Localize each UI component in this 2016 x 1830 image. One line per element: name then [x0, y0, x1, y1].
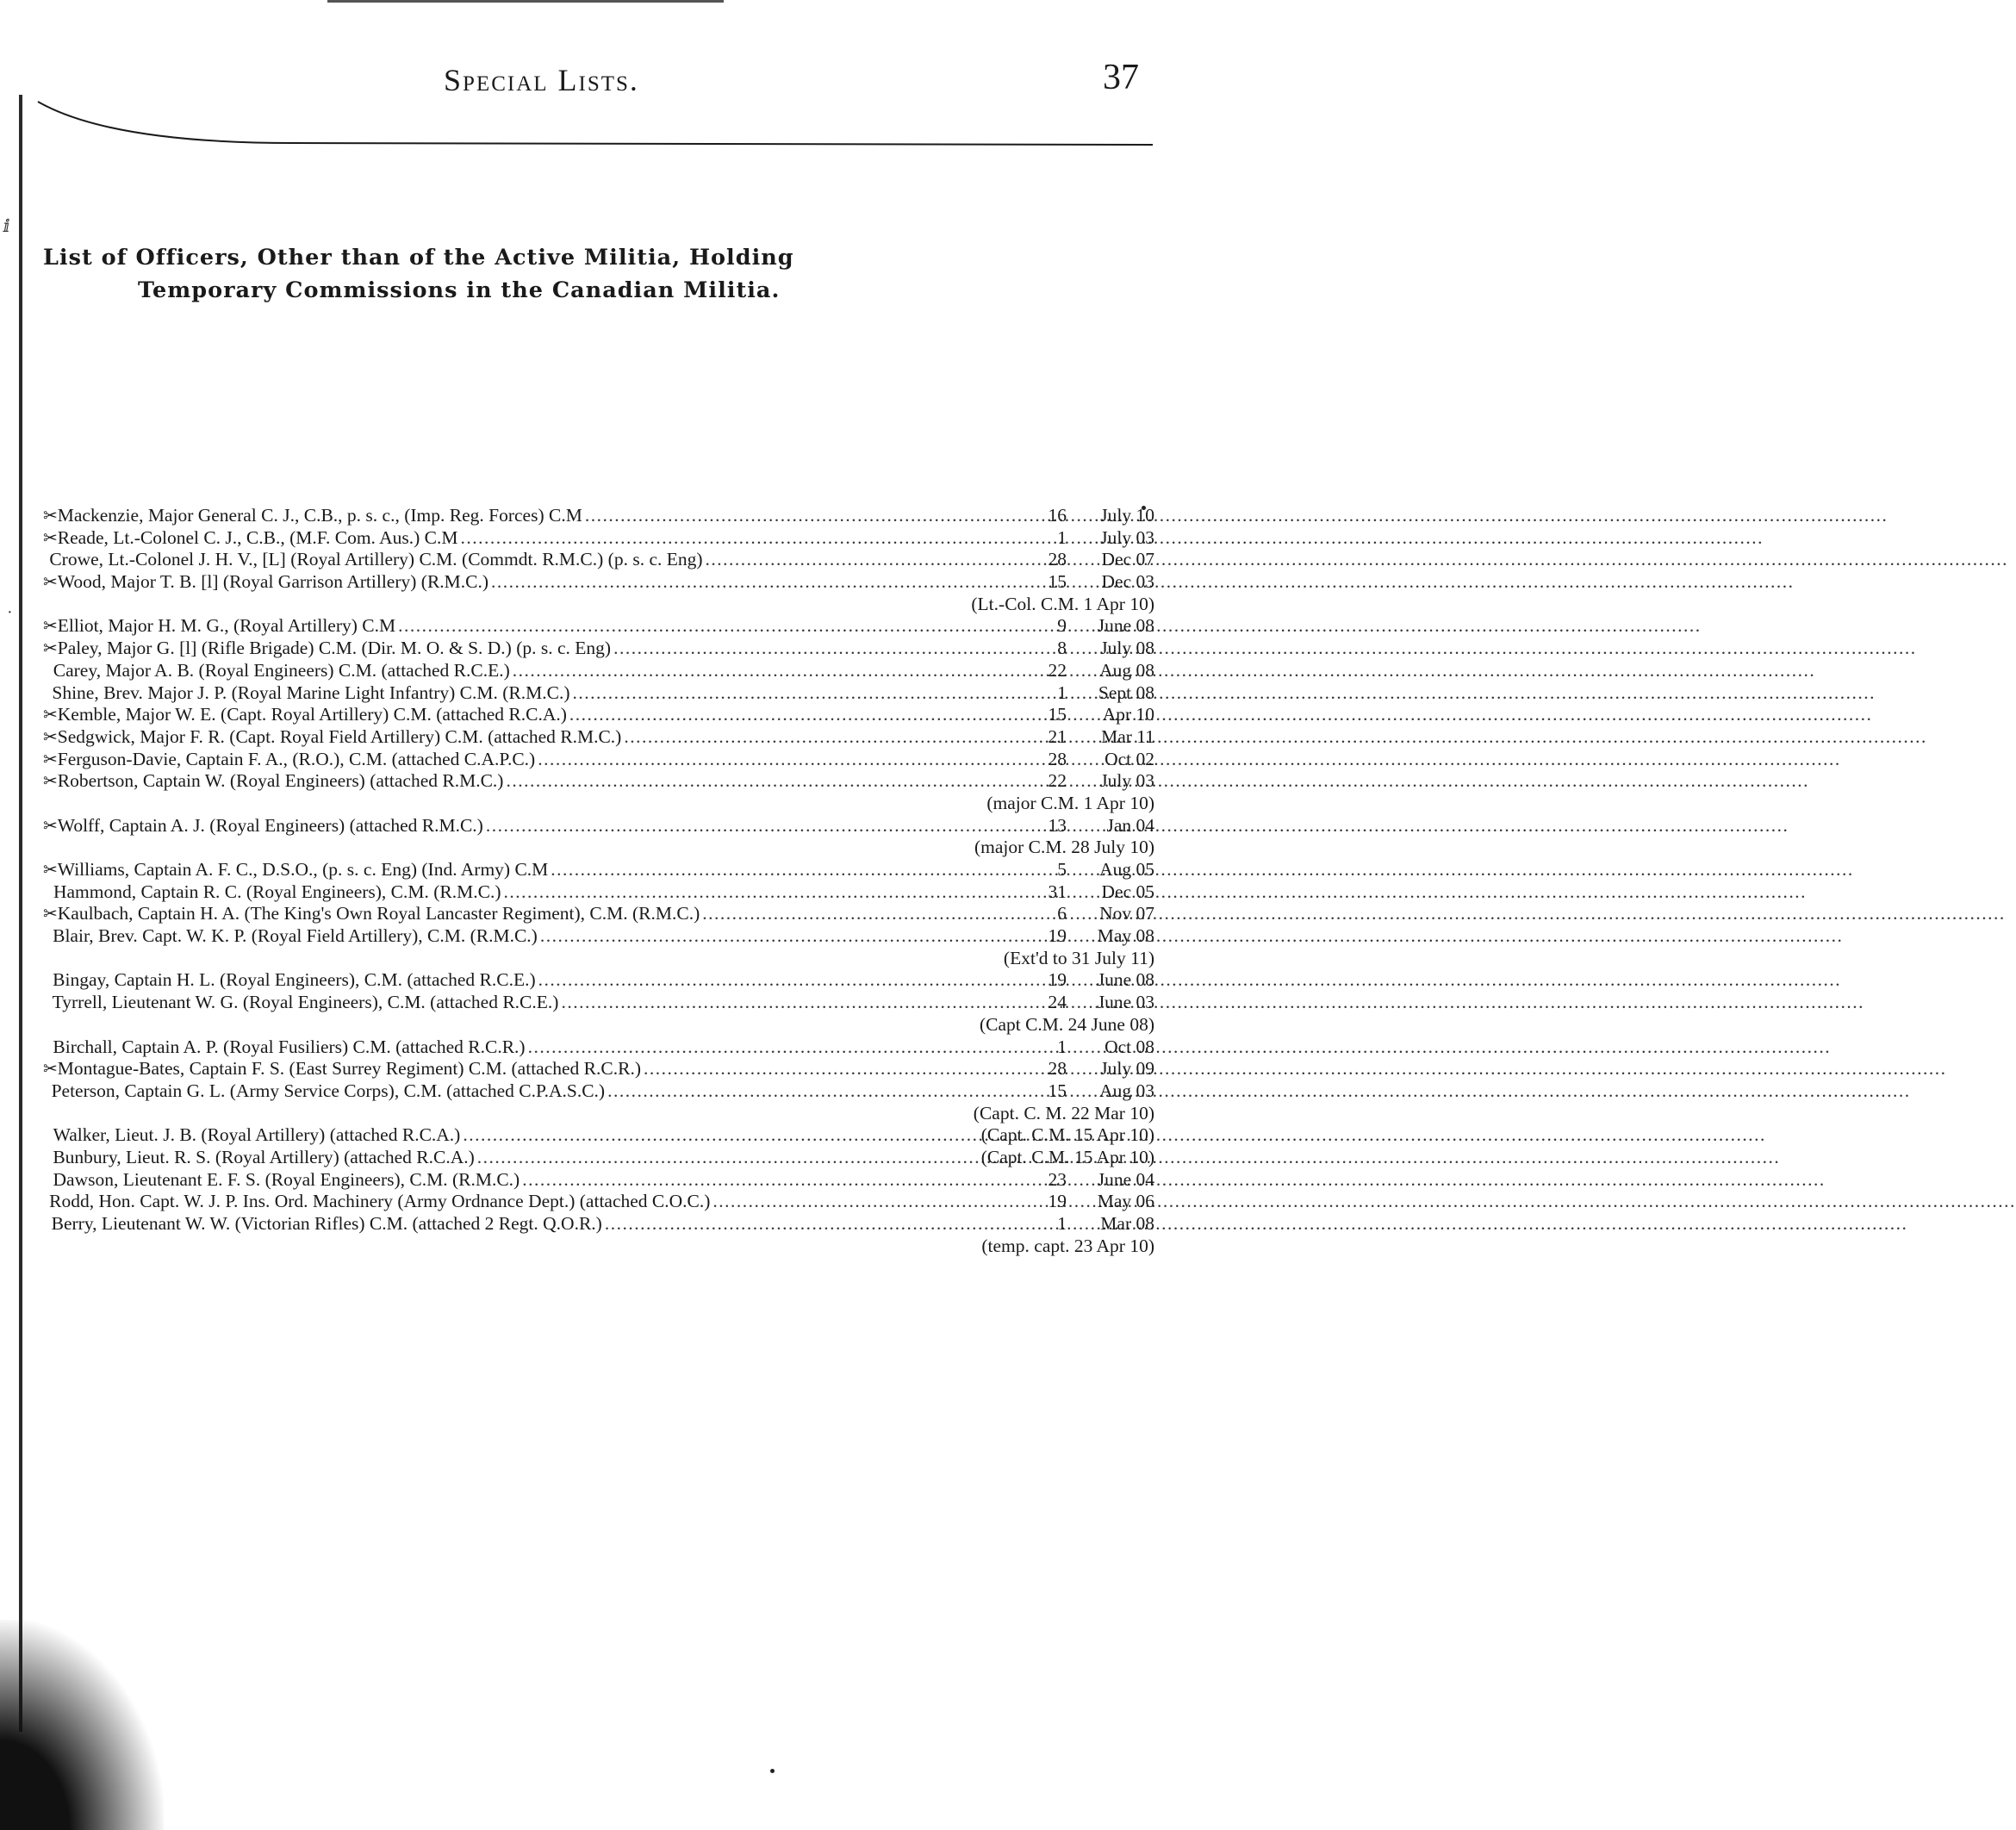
entry-date: Nov 07	[1099, 903, 1154, 924]
list-item	[43, 704, 1154, 726]
officer-entry: Peterson, Captain G. L. (Army Service Corps), C.M. (attached C.P.A.S.C.)	[51, 1080, 606, 1101]
entry-day: 15	[1048, 704, 1067, 725]
dot-leader	[607, 1080, 1023, 1103]
entry-day: 19	[1048, 1191, 1067, 1212]
dot-leader	[569, 704, 1023, 726]
list-item	[43, 770, 1154, 793]
scissors-icon: ✂	[43, 617, 58, 637]
officer-entry: Paley, Major G. [l] (Rifle Brigade) C.M. (Dir. M. O. & S. D.) (p. s. c. Eng)	[57, 638, 612, 659]
entry-date: July 08	[1100, 638, 1154, 659]
officer-entry: Williams, Captain A. F. C., D.S.O., (p. s. c. Eng) (Ind. Army) C.M	[57, 859, 549, 880]
list-note	[43, 1014, 1154, 1036]
entry-date: Dec 03	[1101, 571, 1154, 593]
entry-date: Aug 08	[1099, 659, 1154, 681]
list-item	[43, 660, 1154, 682]
officer-entry: Bunbury, Lieut. R. S. (Royal Artillery) (attached R.C.A.)	[53, 1146, 475, 1167]
entry-day: 31	[1048, 881, 1067, 902]
officer-entry: Sedgwick, Major F. R. (Capt. Royal Field Artillery) C.M. (attached R.M.C.)	[57, 725, 622, 747]
officer-entry: Blair, Brev. Capt. W. K. P. (Royal Field Artillery), C.M. (R.M.C.)	[53, 925, 538, 947]
list-item	[43, 1169, 1154, 1192]
officer-entry: Shine, Brev. Major J. P. (Royal Marine Light Infantry) C.M. (R.M.C.)	[52, 682, 570, 703]
officer-entry: Ferguson-Davie, Captain F. A., (R.O.), C.M. (attached C.A.P.C.)	[57, 748, 536, 769]
list-note	[43, 837, 1154, 859]
top-edge-rule	[327, 0, 724, 3]
list-item	[43, 1058, 1154, 1080]
dot-leader	[712, 1191, 1023, 1213]
entry-day: 22	[1048, 770, 1067, 792]
note-text: (major C.M. 1 Apr 10)	[986, 792, 1154, 813]
officer-entry: Mackenzie, Major General C. J., C.B., p. s. c., (Imp. Reg. Forces) C.M	[57, 505, 582, 526]
binding-shadow	[0, 1620, 164, 1830]
scissors-icon: ✂	[43, 750, 58, 769]
officer-entry: Birchall, Captain A. P. (Royal Fusiliers) C.M. (attached R.C.R.)	[53, 1036, 526, 1057]
list-item	[43, 549, 1154, 571]
list-item	[43, 903, 1154, 925]
list-item	[43, 881, 1154, 904]
list-item	[43, 1191, 1154, 1213]
dot-leader	[398, 615, 1023, 638]
entry-day: 5	[1057, 859, 1067, 880]
scissors-icon: ✂	[43, 727, 58, 747]
officer-entry: Hammond, Captain R. C. (Royal Engineers), C.M. (R.M.C.)	[53, 881, 501, 902]
entry-day: 28	[1048, 1058, 1067, 1080]
gutter-mark: ·	[7, 603, 13, 622]
officer-entry: Dawson, Lieutenant E. F. S. (Royal Engineers), C.M. (R.M.C.)	[53, 1168, 520, 1190]
entry-date: June 04	[1097, 1168, 1154, 1190]
entry-day: 15	[1048, 571, 1067, 593]
dot-leader	[706, 549, 1023, 571]
section-title-line-1: List of Officers, Other than of the Active Militia, Holding	[43, 245, 794, 271]
section-title	[43, 241, 1163, 308]
list-item	[43, 815, 1154, 837]
scissors-icon: ✂	[43, 507, 58, 526]
dot-leader	[644, 1058, 1023, 1080]
entry-date: Oct 02	[1104, 748, 1154, 769]
dot-leader	[573, 682, 1024, 705]
entry-date: May 08	[1097, 925, 1154, 947]
dot-leader	[486, 815, 1023, 837]
dot-leader	[506, 770, 1023, 793]
entry-day: 21	[1048, 725, 1067, 747]
gutter-line	[19, 95, 22, 1732]
officer-list	[43, 505, 1154, 1257]
list-note	[43, 594, 1154, 616]
officer-entry: Robertson, Captain W. (Royal Engineers) (attached R.M.C.)	[57, 770, 504, 792]
dot-leader	[561, 992, 1023, 1014]
dot-leader	[491, 571, 1023, 594]
entry-date: June 08	[1097, 969, 1154, 991]
list-note	[43, 1103, 1154, 1125]
list-item	[43, 969, 1154, 992]
officer-entry: Kemble, Major W. E. (Capt. Royal Artillery) C.M. (attached R.C.A.)	[57, 704, 567, 725]
header-rule	[34, 95, 1154, 146]
dot-leader	[477, 1147, 970, 1169]
dot-leader	[538, 749, 1023, 771]
officer-entry: Wood, Major T. B. [l] (Royal Garrison Artillery) (R.M.C.)	[57, 571, 489, 593]
entry-date: Oct 08	[1104, 1036, 1154, 1057]
dot-leader	[551, 859, 1023, 881]
page-number: 37	[1103, 58, 1139, 97]
entry-day: 16	[1048, 505, 1067, 526]
scissors-icon: ✂	[43, 528, 58, 548]
entry-date: (Capt. C.M. 15 Apr 10)	[980, 1124, 1154, 1146]
dot-leader	[522, 1169, 1023, 1192]
scissors-icon: ✂	[43, 573, 58, 593]
officer-entry: Bingay, Captain H. L. (Royal Engineers), C.M. (attached R.C.E.)	[53, 969, 536, 991]
entry-day: 24	[1048, 992, 1067, 1013]
dot-leader	[513, 660, 1023, 682]
entry-day: 23	[1048, 1168, 1067, 1190]
entry-date: Apr 10	[1102, 704, 1154, 725]
officer-entry: Montague-Bates, Captain F. S. (East Surrey Regiment) C.M. (attached R.C.R.)	[57, 1058, 641, 1080]
list-item	[43, 1213, 1154, 1236]
entry-day: 1	[1057, 1213, 1067, 1234]
dot-leader	[605, 1213, 1023, 1236]
dot-leader	[613, 638, 1023, 660]
note-text: (Capt C.M. 24 June 08)	[979, 1013, 1154, 1035]
entry-day: 15	[1048, 1080, 1067, 1101]
scissors-icon: ✂	[43, 772, 58, 792]
list-note	[43, 948, 1154, 970]
officer-entry: Kaulbach, Captain H. A. (The King's Own Royal Lancaster Regiment), C.M. (R.M.C.)	[57, 903, 700, 924]
entry-day: 1	[1057, 682, 1067, 703]
entry-date: July 03	[1100, 526, 1154, 548]
entry-date: Jan 04	[1106, 814, 1154, 836]
dot-leader	[463, 1124, 969, 1147]
section-title-line-2: Temporary Commissions in the Canadian Militia.	[138, 277, 781, 304]
officer-entry: Elliot, Major H. M. G., (Royal Artillery) C.M	[57, 615, 396, 637]
officer-entry: Tyrrell, Lieutenant W. G. (Royal Engineers), C.M. (attached R.C.E.)	[52, 992, 559, 1013]
note-text: (Ext'd to 31 July 11)	[1003, 947, 1154, 968]
list-item	[43, 1147, 1154, 1169]
list-item	[43, 859, 1154, 881]
list-item	[43, 1036, 1154, 1059]
entry-day: 28	[1048, 549, 1067, 570]
scissors-icon: ✂	[43, 639, 58, 659]
entry-date: June 08	[1097, 615, 1154, 637]
dot-leader	[538, 969, 1023, 992]
list-item	[43, 527, 1154, 550]
scissors-icon: ✂	[43, 706, 58, 725]
officer-entry: Walker, Lieut. J. B. (Royal Artillery) (attached R.C.A.)	[53, 1124, 461, 1146]
list-note	[43, 793, 1154, 815]
scissors-icon: ✂	[43, 816, 58, 836]
dot-leader	[540, 925, 1023, 948]
entry-day: 19	[1048, 925, 1067, 947]
officer-entry: Reade, Lt.-Colonel C. J., C.B., (M.F. Com. Aus.) C.M	[57, 526, 458, 548]
list-item	[43, 571, 1154, 594]
note-text: (temp. capt. 23 Apr 10)	[981, 1235, 1154, 1256]
entry-date: July 10	[1100, 505, 1154, 526]
list-item	[43, 1124, 1154, 1147]
entry-date: July 03	[1100, 770, 1154, 792]
officer-entry: Berry, Lieutenant W. W. (Victorian Rifles) C.M. (attached 2 Regt. Q.O.R.)	[51, 1213, 602, 1234]
list-item	[43, 505, 1154, 527]
gutter-mark: ⅈ	[3, 217, 10, 236]
list-item	[43, 615, 1154, 638]
entry-date: Aug 05	[1099, 859, 1154, 880]
entry-date: July 09	[1100, 1058, 1154, 1080]
officer-entry: Rodd, Hon. Capt. W. J. P. Ins. Ord. Machinery (Army Ordnance Dept.) (attached C.O.C.)	[49, 1191, 711, 1212]
entry-day: 13	[1048, 814, 1067, 836]
list-note	[43, 1236, 1154, 1258]
scissors-icon: ✂	[43, 861, 58, 880]
list-item	[43, 1080, 1154, 1103]
note-text: (major C.M. 28 July 10)	[974, 837, 1154, 858]
dot-leader	[461, 527, 1024, 550]
dot-leader	[702, 903, 1023, 925]
stray-dot	[770, 1769, 775, 1773]
entry-day: 22	[1048, 659, 1067, 681]
entry-date: Dec 07	[1101, 549, 1154, 570]
entry-date: (Capt. C.M. 15 Apr 10)	[980, 1146, 1154, 1167]
entry-date: Mar 08	[1100, 1213, 1154, 1234]
entry-day: 28	[1048, 748, 1067, 769]
running-head: Special Lists.	[444, 63, 639, 97]
officer-entry: Crowe, Lt.-Colonel J. H. V., [L] (Royal Artillery) C.M. (Commdt. R.M.C.) (p. s. c. Eng)	[49, 549, 703, 570]
entry-day: 8	[1057, 638, 1067, 659]
entry-date: Sept 08	[1098, 682, 1154, 703]
entry-day: 9	[1057, 615, 1067, 637]
list-item	[43, 992, 1154, 1014]
list-item	[43, 925, 1154, 948]
entry-date: Mar 11	[1101, 725, 1154, 747]
entry-date: June 03	[1097, 992, 1154, 1013]
scissors-icon: ✂	[43, 1060, 58, 1080]
dot-leader	[585, 505, 1023, 527]
list-item	[43, 749, 1154, 771]
list-item	[43, 726, 1154, 749]
dot-leader	[528, 1036, 1023, 1059]
list-item	[43, 638, 1154, 660]
entry-day: 6	[1057, 903, 1067, 924]
officer-entry: Wolff, Captain A. J. (Royal Engineers) (attached R.M.C.)	[57, 814, 483, 836]
entry-day: 1	[1057, 526, 1067, 548]
list-item	[43, 682, 1154, 705]
entry-date: Aug 03	[1099, 1080, 1154, 1101]
officer-entry: Carey, Major A. B. (Royal Engineers) C.M. (attached R.C.E.)	[53, 659, 510, 681]
dot-leader	[624, 726, 1023, 749]
entry-day: 1	[1057, 1036, 1067, 1057]
note-text: (Capt. C. M. 22 Mar 10)	[973, 1102, 1154, 1124]
entry-date: May 06	[1097, 1191, 1154, 1212]
entry-day: 19	[1048, 969, 1067, 991]
dot-leader	[504, 881, 1024, 904]
note-text: (Lt.-Col. C.M. 1 Apr 10)	[971, 593, 1154, 614]
entry-date: Dec 05	[1101, 881, 1154, 902]
scissors-icon: ✂	[43, 905, 58, 924]
